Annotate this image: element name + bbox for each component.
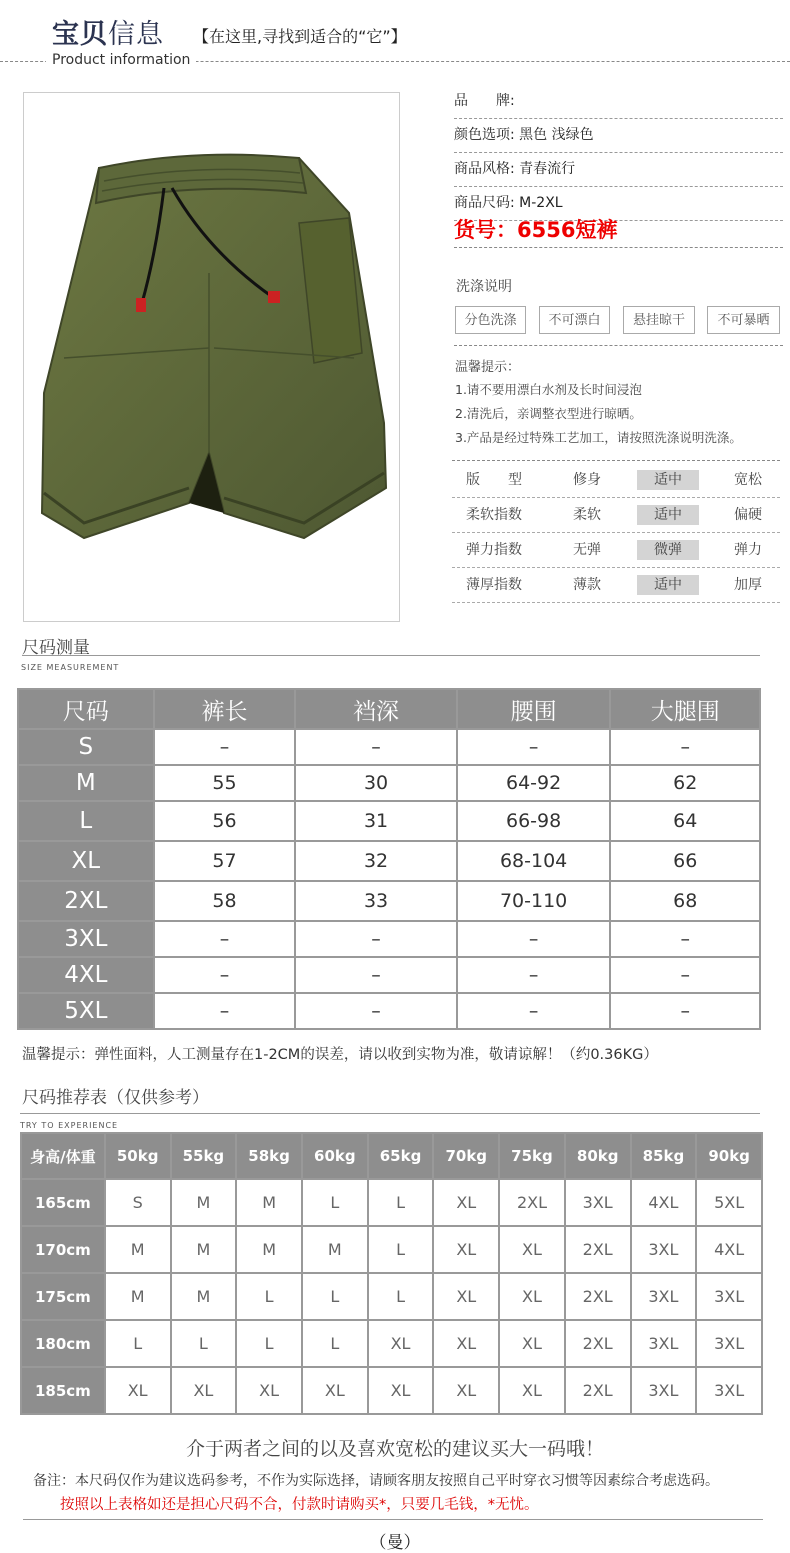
size-row: [18, 881, 760, 921]
wash-title: 洗涤说明: [456, 279, 512, 295]
size-value-cell: –: [154, 729, 296, 765]
recommend-header-cell: 90kg: [696, 1133, 762, 1179]
size-value-cell: 33: [295, 881, 457, 921]
attr-option-selected: 微弹: [637, 540, 699, 560]
size-label-cell: 2XL: [18, 881, 154, 921]
size-value-cell: –: [295, 957, 457, 993]
recommend-header-cell: 50kg: [105, 1133, 171, 1179]
recommend-header-cell: 55kg: [171, 1133, 237, 1179]
size-value-cell: 55: [154, 765, 296, 801]
recommend-size-cell: L: [368, 1226, 434, 1273]
attr-option-selected: 适中: [637, 470, 699, 490]
size-value-cell: 68-104: [457, 841, 611, 881]
recommend-header-cell: 60kg: [302, 1133, 368, 1179]
recommend-size-cell: XL: [499, 1320, 565, 1367]
size-row: [18, 841, 760, 881]
tip-item: 3.产品是经过特殊工艺加工，请按照洗涤说明洗涤。: [455, 430, 742, 445]
recommend-size-cell: XL: [433, 1179, 499, 1226]
recommend-size-cell: L: [368, 1273, 434, 1320]
size-value-cell: 66: [610, 841, 760, 881]
recommend-size-cell: 3XL: [631, 1367, 697, 1414]
size-header-cell: 裤长: [154, 689, 296, 729]
size-value-cell: –: [610, 729, 760, 765]
recommend-size-cell: XL: [499, 1226, 565, 1273]
recommend-table: [20, 1132, 763, 1415]
recommend-size-cell: L: [171, 1320, 237, 1367]
info-colors: 颜色选项: 黑色 浅绿色: [454, 118, 783, 153]
recommend-header-cell: 70kg: [433, 1133, 499, 1179]
attr-option: 无弹: [573, 542, 601, 558]
recommend-size-cell: M: [302, 1226, 368, 1273]
size-header-cell: 尺码: [18, 689, 154, 729]
size-value-cell: 30: [295, 765, 457, 801]
recommend-size-cell: L: [368, 1179, 434, 1226]
recommend-header-cell: 85kg: [631, 1133, 697, 1179]
attr-option: 弹力: [734, 542, 762, 558]
recommend-size-cell: 3XL: [696, 1273, 762, 1320]
recommend-header-cell: 58kg: [236, 1133, 302, 1179]
tip-item: 1.请不要用漂白水剂及长时间浸泡: [455, 382, 642, 397]
info-sizes: 商品尺码: M-2XL: [454, 186, 783, 221]
size-value-cell: 57: [154, 841, 296, 881]
product-photo: [23, 92, 400, 622]
recommend-size-cell: 4XL: [631, 1179, 697, 1226]
attr-option: 宽松: [734, 472, 762, 488]
attr-top-line: [452, 460, 780, 461]
attr-name: 弹力指数: [466, 542, 522, 558]
size-label-cell: 5XL: [18, 993, 154, 1029]
size-row: [18, 921, 760, 957]
attr-row: [452, 567, 780, 603]
recommend-header-cell: 80kg: [565, 1133, 631, 1179]
size-row: [18, 993, 760, 1029]
size-value-cell: 66-98: [457, 801, 611, 841]
size-label-cell: L: [18, 801, 154, 841]
wash-tag-separate: 分色洗涤: [455, 306, 526, 334]
recommend-size-cell: 3XL: [631, 1273, 697, 1320]
recommend-size-cell: 2XL: [565, 1367, 631, 1414]
size-row: [18, 729, 760, 765]
recommend-size-cell: 4XL: [696, 1226, 762, 1273]
attr-row: [452, 462, 780, 498]
page-title: [52, 12, 164, 51]
size-value-cell: –: [457, 729, 611, 765]
size-label-cell: 3XL: [18, 921, 154, 957]
recommend-size-cell: L: [302, 1273, 368, 1320]
recommend-size-cell: 2XL: [565, 1273, 631, 1320]
info-style: 商品风格: 青春流行: [454, 152, 783, 187]
height-label-cell: 180cm: [21, 1320, 105, 1367]
size-header-cell: 腰围: [457, 689, 611, 729]
recommend-size-cell: L: [302, 1320, 368, 1367]
recommend-size-cell: 2XL: [565, 1320, 631, 1367]
attr-option: 薄款: [573, 577, 601, 593]
slogan: 介于两者之间的以及喜欢宽松的建议买大一码哦！: [185, 1438, 604, 1460]
recommend-size-cell: M: [105, 1226, 171, 1273]
size-value-cell: 62: [610, 765, 760, 801]
size-label-cell: M: [18, 765, 154, 801]
attr-option: 柔软: [573, 507, 601, 523]
size-value-cell: –: [154, 921, 296, 957]
recommend-size-cell: L: [236, 1273, 302, 1320]
attr-name: 版 型: [466, 472, 522, 488]
size-section-en: SIZE MEASUREMENT: [21, 663, 120, 672]
size-value-cell: 31: [295, 801, 457, 841]
recommend-size-cell: M: [236, 1179, 302, 1226]
size-value-cell: –: [610, 921, 760, 957]
recommend-size-cell: 2XL: [565, 1226, 631, 1273]
size-value-cell: 58: [154, 881, 296, 921]
attr-option-selected: 适中: [637, 575, 699, 595]
recommend-size-cell: L: [236, 1320, 302, 1367]
size-value-cell: –: [610, 993, 760, 1029]
attr-row: [452, 497, 780, 533]
remark: 备注：本尺码仅作为建议选码参考，不作为实际选择，请顾客朋友按照自己平时穿衣习惯等因素综合考虑选码。: [33, 1473, 719, 1489]
attr-name: 柔软指数: [466, 507, 522, 523]
height-label-cell: 175cm: [21, 1273, 105, 1320]
size-value-cell: 68: [610, 881, 760, 921]
wash-tag-hang-dry: 悬挂晾干: [623, 306, 695, 334]
tip-item: 2.清洗后，亲调整衣型进行晾晒。: [455, 406, 642, 421]
recommend-size-cell: XL: [105, 1367, 171, 1414]
size-value-cell: 70-110: [457, 881, 611, 921]
shorts-illustration: [24, 93, 400, 622]
recommend-size-cell: L: [105, 1320, 171, 1367]
size-value-cell: 64-92: [457, 765, 611, 801]
info-brand: 品 牌:: [454, 84, 783, 119]
size-section-title: 尺码测量: [22, 638, 90, 658]
recommend-header-cell: 75kg: [499, 1133, 565, 1179]
recommend-row: [21, 1179, 762, 1226]
size-value-cell: 56: [154, 801, 296, 841]
size-value-cell: –: [154, 993, 296, 1029]
attr-option: 偏硬: [734, 507, 762, 523]
recommend-size-cell: XL: [499, 1273, 565, 1320]
info-divider: [454, 247, 783, 248]
recommend-section-title: 尺码推荐表（仅供参考）: [22, 1088, 209, 1108]
size-value-cell: 64: [610, 801, 760, 841]
attr-name: 薄厚指数: [466, 577, 522, 593]
recommend-size-cell: S: [105, 1179, 171, 1226]
article-number: 货号：6556短裤: [454, 218, 618, 242]
signature: （曼）: [369, 1533, 421, 1553]
recommend-header-cell: 身高/体重: [21, 1133, 105, 1179]
recommend-size-cell: XL: [368, 1367, 434, 1414]
size-value-cell: –: [295, 729, 457, 765]
recommend-size-cell: M: [236, 1226, 302, 1273]
page-tagline: 【在这里,寻找到适合的“它”】: [193, 27, 407, 46]
size-value-cell: –: [295, 993, 457, 1029]
recommend-row: [21, 1226, 762, 1273]
size-value-cell: –: [457, 993, 611, 1029]
recommend-size-cell: XL: [171, 1367, 237, 1414]
size-section-line: [22, 655, 760, 656]
recommend-size-cell: M: [171, 1226, 237, 1273]
height-label-cell: 170cm: [21, 1226, 105, 1273]
remark-red: 按照以上表格如还是担心尺码不合，付款时请购买*，只要几毛钱，*无忧。: [60, 1497, 539, 1513]
recommend-section-line: [20, 1113, 760, 1114]
recommend-size-cell: 3XL: [565, 1179, 631, 1226]
size-label-cell: XL: [18, 841, 154, 881]
recommend-size-cell: M: [171, 1179, 237, 1226]
recommend-size-cell: 3XL: [696, 1367, 762, 1414]
recommend-size-cell: 3XL: [696, 1320, 762, 1367]
size-value-cell: –: [610, 957, 760, 993]
recommend-size-cell: 5XL: [696, 1179, 762, 1226]
size-row: [18, 957, 760, 993]
size-value-cell: –: [457, 921, 611, 957]
size-value-cell: –: [154, 957, 296, 993]
recommend-row: [21, 1320, 762, 1367]
size-label-cell: S: [18, 729, 154, 765]
footer-line: [23, 1519, 763, 1520]
recommend-size-cell: XL: [433, 1320, 499, 1367]
height-label-cell: 185cm: [21, 1367, 105, 1414]
wash-tag-no-sun: 不可暴晒: [707, 306, 780, 334]
size-note: 温馨提示：弹性面料，人工测量存在1-2CM的误差，请以收到实物为准，敬请谅解！（约0.36KG）: [22, 1047, 658, 1063]
recommend-size-cell: XL: [302, 1367, 368, 1414]
recommend-size-cell: XL: [236, 1367, 302, 1414]
page-title-bold: 宝贝: [52, 19, 108, 50]
size-header-cell: 裆深: [295, 689, 457, 729]
attr-row: [452, 532, 780, 568]
recommend-size-cell: XL: [433, 1367, 499, 1414]
wash-tag-no-bleach: 不可漂白: [539, 306, 610, 334]
recommend-row: [21, 1273, 762, 1320]
recommend-size-cell: XL: [499, 1367, 565, 1414]
size-header-cell: 大腿围: [610, 689, 760, 729]
attr-option: 修身: [573, 472, 601, 488]
recommend-size-cell: XL: [368, 1320, 434, 1367]
page-title-light: 信息: [108, 19, 164, 50]
recommend-size-cell: M: [171, 1273, 237, 1320]
tips-title: 温馨提示：: [455, 360, 521, 375]
recommend-size-cell: 3XL: [631, 1226, 697, 1273]
recommend-size-cell: M: [105, 1273, 171, 1320]
recommend-header-cell: 65kg: [368, 1133, 434, 1179]
size-value-cell: 32: [295, 841, 457, 881]
page-subtitle: Product information: [46, 52, 196, 68]
wash-divider: [454, 345, 783, 346]
recommend-size-cell: XL: [433, 1226, 499, 1273]
recommend-row: [21, 1367, 762, 1414]
recommend-size-cell: 2XL: [499, 1179, 565, 1226]
size-value-cell: –: [295, 921, 457, 957]
height-label-cell: 165cm: [21, 1179, 105, 1226]
size-row: [18, 765, 760, 801]
size-table: [17, 688, 761, 1030]
recommend-section-en: TRY TO EXPERIENCE: [20, 1121, 119, 1130]
recommend-size-cell: 3XL: [631, 1320, 697, 1367]
size-row: [18, 801, 760, 841]
attr-option-selected: 适中: [637, 505, 699, 525]
attr-option: 加厚: [734, 577, 762, 593]
recommend-size-cell: XL: [433, 1273, 499, 1320]
size-label-cell: 4XL: [18, 957, 154, 993]
recommend-size-cell: L: [302, 1179, 368, 1226]
size-value-cell: –: [457, 957, 611, 993]
